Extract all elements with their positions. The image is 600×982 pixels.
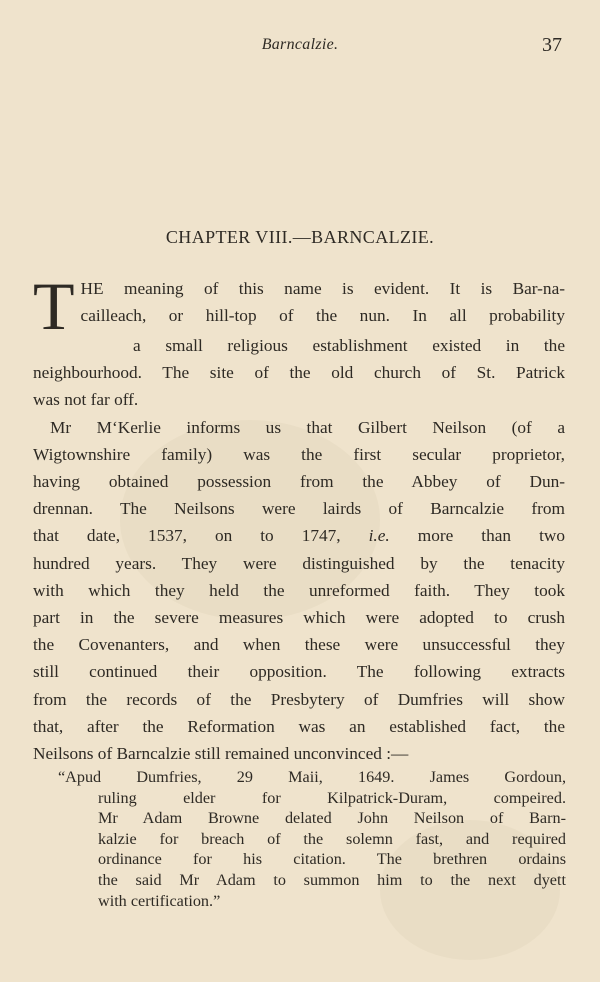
running-head	[0, 34, 600, 60]
page-number: 37	[542, 34, 562, 56]
quotation-block	[58, 767, 566, 911]
paragraph-1	[33, 268, 565, 414]
quote-line: “Apud Dumfries, 29 Maii, 1649. James Gordoun,	[58, 768, 566, 786]
text-line: having obtained possession from the Abbey of Dun-	[33, 472, 565, 492]
quote-line: kalzie for breach of the solemn fast, and required	[98, 829, 566, 848]
paragraph-2	[33, 414, 565, 768]
text-line: that date, 1537, on to 1747, i.e. more than two	[33, 526, 565, 546]
text-line: drennan. The Neilsons were lairds of Barncalzie from	[33, 499, 565, 519]
quote-line: with certification.”	[98, 891, 221, 910]
text-line: a small religious establishment existed in the	[133, 336, 565, 355]
quote-line: ruling elder for Kilpatrick-Duram, compeired.	[98, 788, 566, 807]
text-line: cailleach, or hill-top of the nun. In all probability	[80, 306, 565, 326]
italic-abbreviation: i.e.	[368, 526, 390, 546]
drop-cap: T	[33, 268, 75, 344]
text-line: was not far off.	[33, 390, 139, 410]
quote-line: the said Mr Adam to summon him to the next dyett	[98, 870, 566, 889]
text-line: HE meaning of this name is evident. It is Bar-na-	[80, 279, 565, 298]
body-text	[33, 268, 565, 767]
text-line: neighbourhood. The site of the old church of St. Patrick	[33, 363, 565, 383]
text-line: with which they held the unreformed faith. They took	[33, 580, 565, 600]
text-line: part in the severe measures which were adopted to crush	[33, 608, 565, 628]
text-line: hundred years. They were distinguished by the tenacity	[33, 553, 565, 573]
text-line: Neilsons of Barncalzie still remained unconvinced :—	[33, 744, 409, 764]
text-line: Wigtownshire family) was the first secular proprietor,	[33, 444, 565, 464]
quote-line: Mr Adam Browne delated John Neilson of Barn-	[98, 809, 566, 828]
running-title: Barncalzie.	[261, 36, 339, 53]
chapter-heading: CHAPTER VIII.—BARNCALZIE.	[165, 227, 435, 247]
text-line: that, after the Reformation was an established fact, the	[33, 716, 565, 736]
text-line: from the records of the Presbytery of Dumfries will show	[33, 689, 565, 709]
text-line: still continued their opposition. The following extracts	[33, 662, 565, 682]
quote-line: ordinance for his citation. The brethren ordains	[98, 850, 566, 869]
text-line: Mr M‘Kerlie informs us that Gilbert Neilson (of a	[50, 417, 565, 437]
text-line: the Covenanters, and when these were unsuccessful they	[33, 635, 565, 655]
